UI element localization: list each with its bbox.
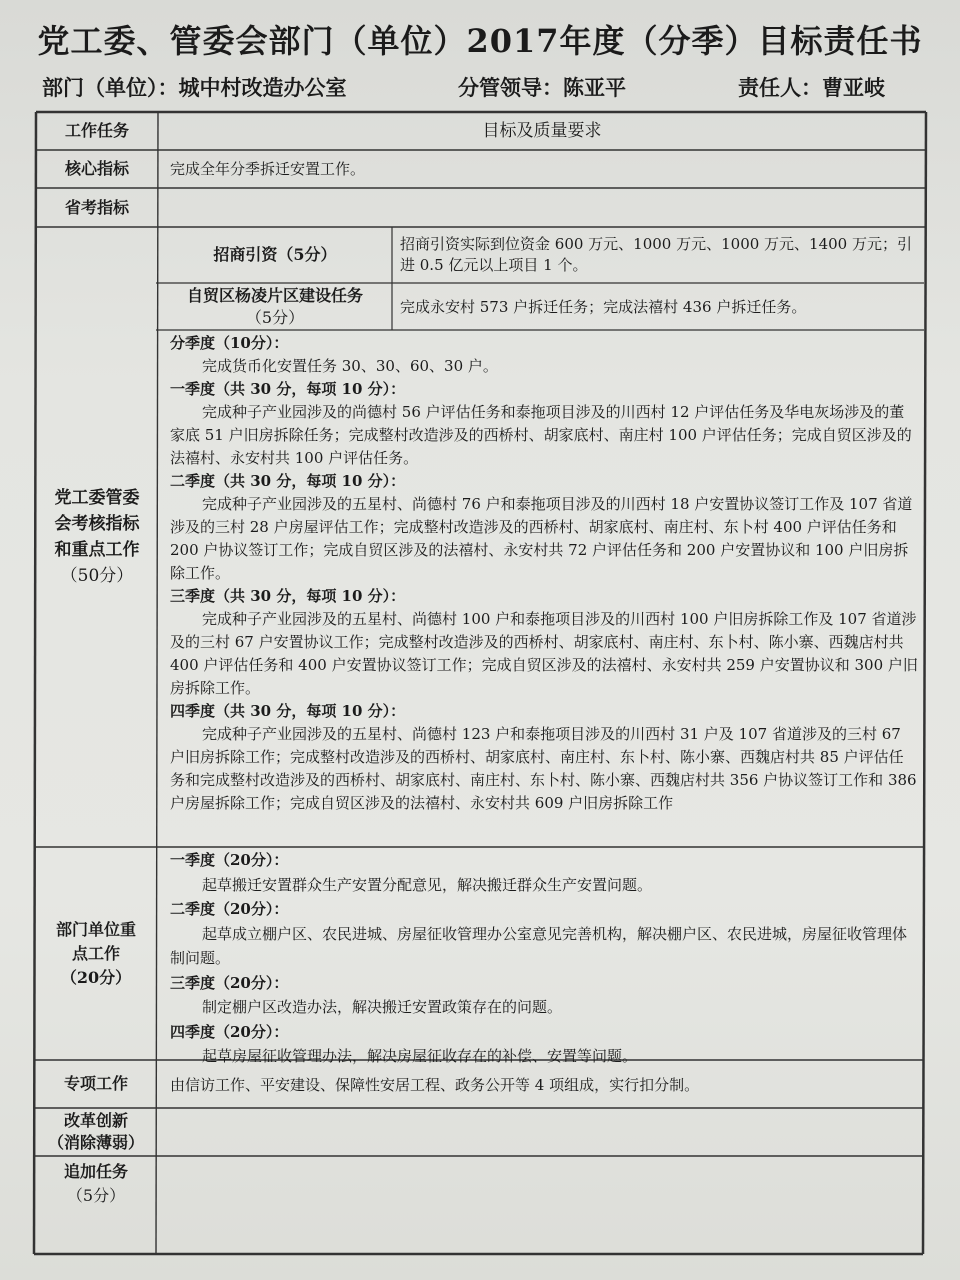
- department-key-work: [170, 848, 918, 1069]
- quarter-text: 完成货币化安置任务 30、30、60、30 户。: [202, 357, 498, 375]
- leader-label: 分管领导：: [458, 75, 563, 100]
- core-indicator-text: 完成全年分季拆迁安置工作。: [170, 160, 366, 178]
- quarterly-targets: [170, 332, 918, 815]
- investment-label: 招商引资（5分）: [213, 245, 337, 264]
- dept-quarter-text: 起草搬迁安置群众生产安置分配意见，解决搬迁群众生产安置问题。: [202, 875, 653, 894]
- reform-innovation-label: [35, 1108, 157, 1156]
- investment-text: 招商引资实际到位资金 600 万元、1000 万元、1000 万元、1400 万元；引进 0.5 亿元以上项目 1 个。: [400, 235, 912, 274]
- special-work-label: 专项工作: [63, 1074, 128, 1093]
- dept-quarter-text: 起草成立棚户区、农民进城、房屋征收管理办公室意见完善机构，解决棚户区、农民进城，房屋征收管理体制问题。: [170, 924, 908, 967]
- column-header-task: 工作任务: [64, 121, 129, 140]
- ftz-label-line: （5分）: [245, 307, 305, 327]
- party-assessment-label: [36, 227, 158, 847]
- additional-task-label: [35, 1156, 157, 1212]
- dept-quarter-heading: 三季度（20分）：: [170, 973, 289, 992]
- dept-quarter-heading: 四季度（20分）：: [170, 1022, 289, 1041]
- column-header-goal: 目标及质量要求: [482, 121, 602, 141]
- dept-quarter-heading: 一季度（20分）：: [170, 851, 289, 869]
- owner-label: 责任人：: [738, 75, 822, 100]
- quarter-heading: 三季度（共 30 分，每项 10 分）：: [170, 587, 406, 605]
- party-label-line: 和重点工作: [54, 540, 140, 560]
- document-title: 党工委、管委会部门（单位）2017年度（分季）目标责任书: [37, 22, 923, 60]
- owner-value: 曹亚岐: [822, 75, 885, 100]
- department-label: 部门（单位）：: [42, 75, 179, 100]
- department-value: 城中村改造办公室: [178, 75, 347, 100]
- reform-label-line: 改革创新: [63, 1111, 128, 1130]
- quarter-heading: 二季度（共 30 分，每项 10 分）：: [170, 472, 406, 490]
- quarter-heading: 四季度（共 30 分，每项 10 分）：: [170, 702, 406, 720]
- reform-label-line: （消除薄弱）: [47, 1133, 144, 1152]
- special-work-text: 由信访工作、平安建设、保障性安居工程、政务公开等 4 项组成，实行扣分制。: [170, 1076, 700, 1094]
- extra-label-line: 追加任务: [63, 1162, 128, 1181]
- quarter-text: 完成种子产业园涉及的五星村、尚德村 100 户和泰拖项目涉及的川西村 100 户旧房拆除工作及 107 省道涉及的三村 67 户安置协议工作；完成整村改造涉及的西桥村、胡家底村、南庄村、东卜村、陈小寨、西魏店村共 400 户评估任务和 400 户安置协议签订工作；完成自贸区涉及的法禧村、永安村共 259 户安置协议和 300 户旧房拆除工作。: [170, 610, 918, 697]
- free-trade-zone-label: [158, 283, 392, 330]
- quarter-text: 完成种子产业园涉及的五星村、尚德村 123 户和泰拖项目涉及的川西村 31 户及 107 省道涉及的三村 67 户旧房拆除工作；完成整村改造涉及的西桥村、胡家底村、南庄村、东卜村、陈小寨、西魏店村共 85 户评估任务和完成整村改造涉及的西桥村、胡家底村、南庄村、东卜村、陈小寨、西魏店村共 356 户协议签订工作和 386 户房屋拆除工作；完成自贸区涉及的法禧村、永安村共 609 户旧房拆除工作: [170, 725, 917, 812]
- dept-key-label-line: 点工作: [71, 943, 120, 963]
- free-trade-zone-text: 完成永安村 573 户拆迁任务；完成法禧村 436 户拆迁任务。: [400, 298, 807, 316]
- quarter-heading: 分季度（10分）：: [170, 334, 289, 352]
- party-label-line: 会考核指标: [54, 514, 140, 534]
- dept-key-label-line: 部门单位重: [55, 919, 136, 939]
- party-label-line: （50分）: [60, 566, 134, 586]
- provincial-indicator-label: 省考指标: [64, 197, 129, 217]
- ftz-label-line: 自贸区杨凌片区建设任务: [186, 285, 363, 305]
- quarter-heading: 一季度（共 30 分，每项 10 分）：: [170, 380, 406, 398]
- department-key-work-label: [35, 847, 157, 1060]
- dept-quarter-text: 起草房屋征收管理办法，解决房屋征收存在的补偿、安置等问题。: [202, 1047, 638, 1065]
- core-indicator-label: 核心指标: [64, 159, 129, 178]
- extra-label-line: （5分）: [66, 1186, 126, 1205]
- dept-quarter-heading: 二季度（20分）：: [170, 900, 289, 918]
- quarter-text: 完成种子产业园涉及的尚德村 56 户评估任务和泰拖项目涉及的川西村 12 户评估任务及华电灰场涉及的董家底 51 户旧房拆除任务；完成整村改造涉及的西桥村、胡家底村、南庄村 100 户评估任务；完成自贸区涉及的法禧村、永安村共 100 户评估任务。: [170, 403, 912, 467]
- dept-key-label-line: （20分）: [60, 967, 132, 987]
- dept-quarter-text: 制定棚户区改造办法，解决搬迁安置政策存在的问题。: [202, 998, 563, 1016]
- party-label-line: 党工委管委: [54, 488, 140, 508]
- leader-value: 陈亚平: [563, 75, 626, 100]
- quarter-text: 完成种子产业园涉及的五星村、尚德村 76 户和泰拖项目涉及的川西村 18 户安置协议签订工作及 107 省道涉及的三村 28 户房屋评估工作；完成整村改造涉及的西桥村、胡家底村、南庄村、东卜村 400 户评估任务和 200 户协议签订工作；完成自贸区涉及的法禧村、永安村共 72 户评估任务和 200 户安置协议和 100 户旧房拆除工作。: [170, 495, 913, 582]
